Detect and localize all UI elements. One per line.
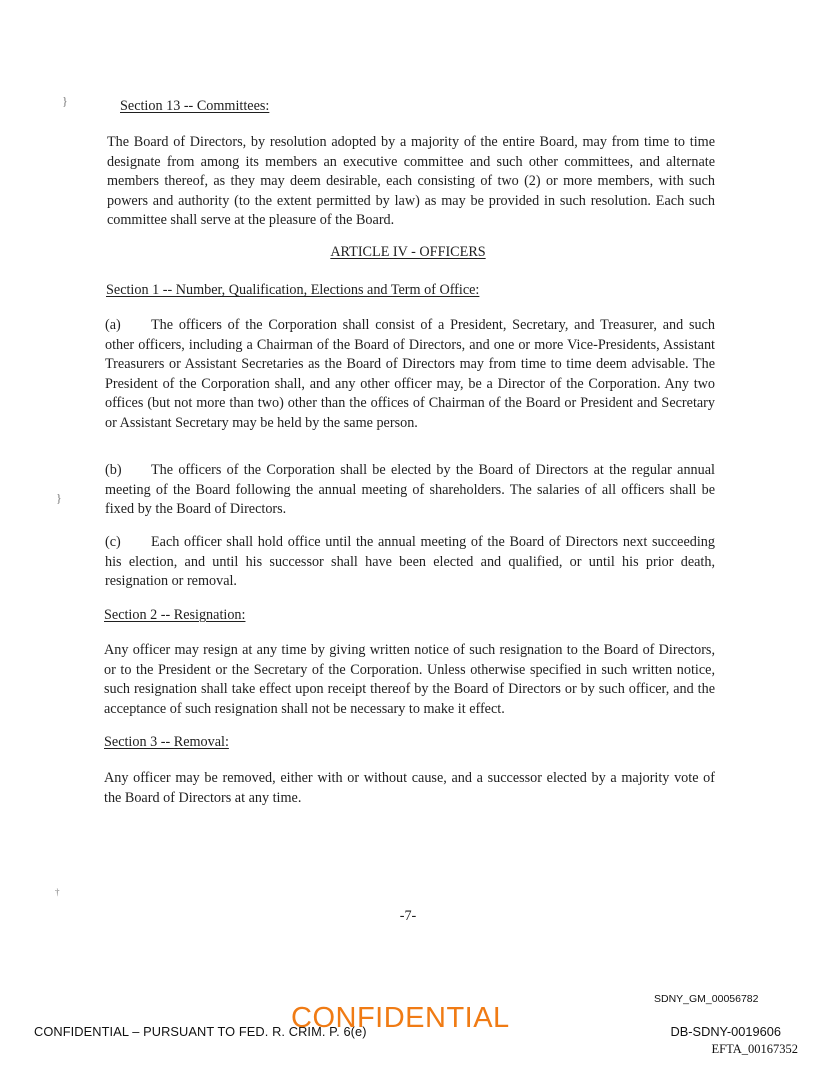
page-number: -7- [399, 908, 417, 924]
section-2-body: Any officer may resign at any time by giving written notice of such resignation to the Board of Directors, or to the President or the Secretary of the Corporation. Unless otherwise specified in such written notice, such resignation shall take effect upon receipt thereof by the Board of Directors or by such officer, and the acceptance of such resignation shall not be necessary to make it effect. [104, 642, 715, 717]
margin-mark-3: † [55, 887, 60, 897]
bates-number-db-sdny: DB-SDNY-0019606 [670, 1024, 781, 1039]
section-13-heading: Section 13 -- Committees: [120, 98, 270, 114]
margin-mark-2: } [56, 491, 62, 505]
section-1-paragraph-b [105, 461, 715, 520]
section-1-paragraph-c [105, 533, 715, 592]
section-3-heading: Section 3 -- Removal: [104, 734, 229, 750]
paragraph-c-text: Each officer shall hold office until the annual meeting of the Board of Directors next succeeding his election, and until his successor shall have been elected and qualified, or until his prior death, resignation or removal. [105, 534, 715, 589]
section-1-heading: Section 1 -- Number, Qualification, Elections and Term of Office: [106, 282, 480, 298]
efta-number: EFTA_00167352 [711, 1042, 798, 1056]
section-1-paragraph-a [105, 316, 715, 433]
confidential-notice: CONFIDENTIAL – PURSUANT TO FED. R. CRIM. P. 6(e) [34, 1024, 367, 1039]
section-13-body: The Board of Directors, by resolution adopted by a majority of the entire Board, may from time to time designate from among its members an executive committee and such other committees, and alternate members thereof, as they may deem desirable, each consisting of two (2) or more members, with such powers and authority (to the extent permitted by law) as may be provided in such resolution. Each such committee shall serve at the pleasure of the Board. [107, 134, 715, 228]
paragraph-a-label: (a) [105, 317, 121, 333]
paragraph-b-label: (b) [105, 462, 122, 478]
article-title: ARTICLE IV - OFFICERS [330, 244, 486, 260]
section-2-heading: Section 2 -- Resignation: [104, 607, 246, 623]
paragraph-a-text: The officers of the Corporation shall consist of a President, Secretary, and Treasurer, and such other officers, including a Chairman of the Board of Directors, and one or more Vice-Presidents, Assistant Treasurers or Assistant Secretaries as the Board of Directors may from time to time deem advisable. The President of the Corporation shall, and any other officer may, be a Director of the Corporation. Any two offices (but not more than two) other than the offices of Chairman of the Board or President and Secretary or Assistant Secretary may be held by the same person. [105, 317, 715, 431]
paragraph-b-text: The officers of the Corporation shall be elected by the Board of Directors at the regular annual meeting of the Board following the annual meeting of shareholders. The salaries of all officers shall be fixed by the Board of Directors. [105, 462, 715, 517]
bates-number-sdny-gm: SDNY_GM_00056782 [654, 993, 759, 1005]
margin-mark-1: } [62, 94, 68, 108]
paragraph-c-label: (c) [105, 534, 121, 550]
section-3-body: Any officer may be removed, either with or without cause, and a successor elected by a majority vote of the Board of Directors at any time. [104, 770, 715, 806]
confidential-stamp: CONFIDENTIAL [291, 1002, 510, 1034]
